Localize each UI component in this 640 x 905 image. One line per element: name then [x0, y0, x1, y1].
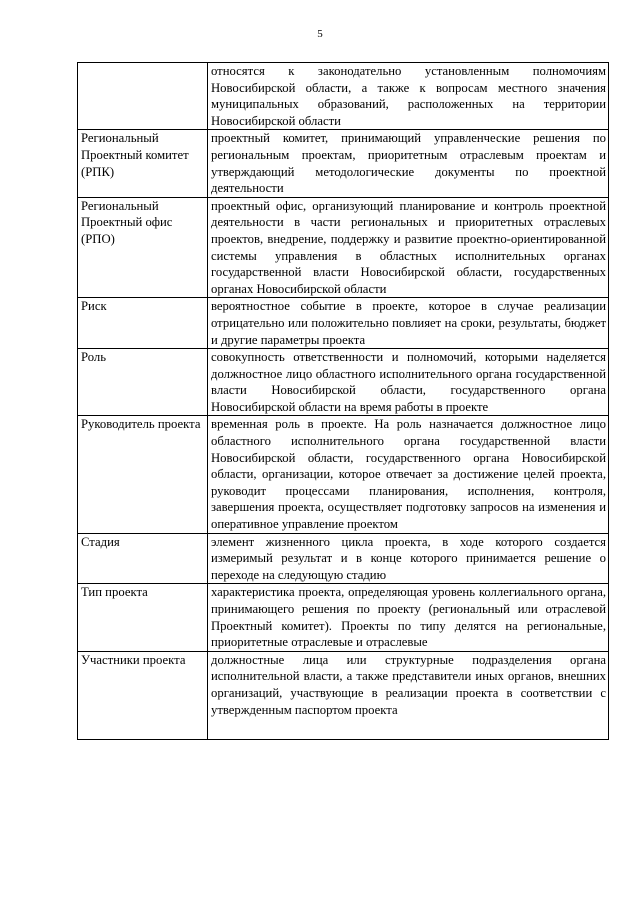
table-row: [78, 130, 609, 197]
term-cell: Участники проекта: [78, 651, 208, 739]
page-number: 5: [317, 28, 323, 40]
term-cell: [78, 63, 208, 130]
definition-cell: временная роль в проекте. На роль назначается должностное лицо областного исполнительного органа государственной власти Новосибирской области, государственного органа Новосибирской области, организации, которое отвечает за достижение целей проекта, руководит процессами планирования, исполнения, контроля, завершения проекта, осуществляет подготовку запросов на изменения и оперативное управление проектом: [208, 416, 609, 533]
table-row: [78, 651, 609, 739]
definition-cell: должностные лица или структурные подразделения органа исполнительной власти, а также представители иных органов, внешних организаций, участвующие в реализации проекта в соответствии с утвержденным паспортом проекта: [208, 651, 609, 739]
definition-cell: проектный комитет, принимающий управленческие решения по региональным проектам, приоритетным отраслевым проектам и утверждающий методологические документы по проектной деятельности: [208, 130, 609, 197]
term-cell: Региональный Проектный комитет (РПК): [78, 130, 208, 197]
table-row: [78, 298, 609, 349]
term-cell: Руководитель проекта: [78, 416, 208, 533]
table-row: [78, 584, 609, 651]
definition-cell: проектный офис, организующий планирование и контроль проектной деятельности в части региональных и приоритетных отраслевых проектов, внедрение, поддержку и развитие проектно-ориентированной системы управления в областных исполнительных органах государственной власти Новосибирской области, государственных органах Новосибирской области: [208, 197, 609, 298]
definition-cell: характеристика проекта, определяющая уровень коллегиального органа, принимающего решения по проекту (региональный или отраслевой Проектный комитет). Проекты по типу делятся на региональные, приоритетные отраслевые и отраслевые: [208, 584, 609, 651]
definition-cell: относятся к законодательно установленным полномочиям Новосибирской области, а также к вопросам местного значения муниципальных образований, расположенных на территории Новосибирской области: [208, 63, 609, 130]
term-cell: Риск: [78, 298, 208, 349]
term-cell: Региональный Проектный офис (РПО): [78, 197, 208, 298]
definition-cell: совокупность ответственности и полномочий, которыми наделяется должностное лицо областного исполнительного органа государственной власти Новосибирской области, государственного органа Новосибирской области на время работы в проекте: [208, 349, 609, 416]
table-row: [78, 349, 609, 416]
table-row: [78, 197, 609, 298]
definition-cell: элемент жизненного цикла проекта, в ходе которого создается измеримый результат и в конце которого принимается решение о переходе на следующую стадию: [208, 533, 609, 584]
term-cell: Роль: [78, 349, 208, 416]
term-cell: Тип проекта: [78, 584, 208, 651]
table-row: [78, 416, 609, 533]
table-row: [78, 533, 609, 584]
definition-cell: вероятностное событие в проекте, которое в случае реализации отрицательно или положительно повлияет на сроки, результаты, бюджет и другие параметры проекта: [208, 298, 609, 349]
term-cell: Стадия: [78, 533, 208, 584]
glossary-table: [77, 62, 609, 740]
table-row: [78, 63, 609, 130]
